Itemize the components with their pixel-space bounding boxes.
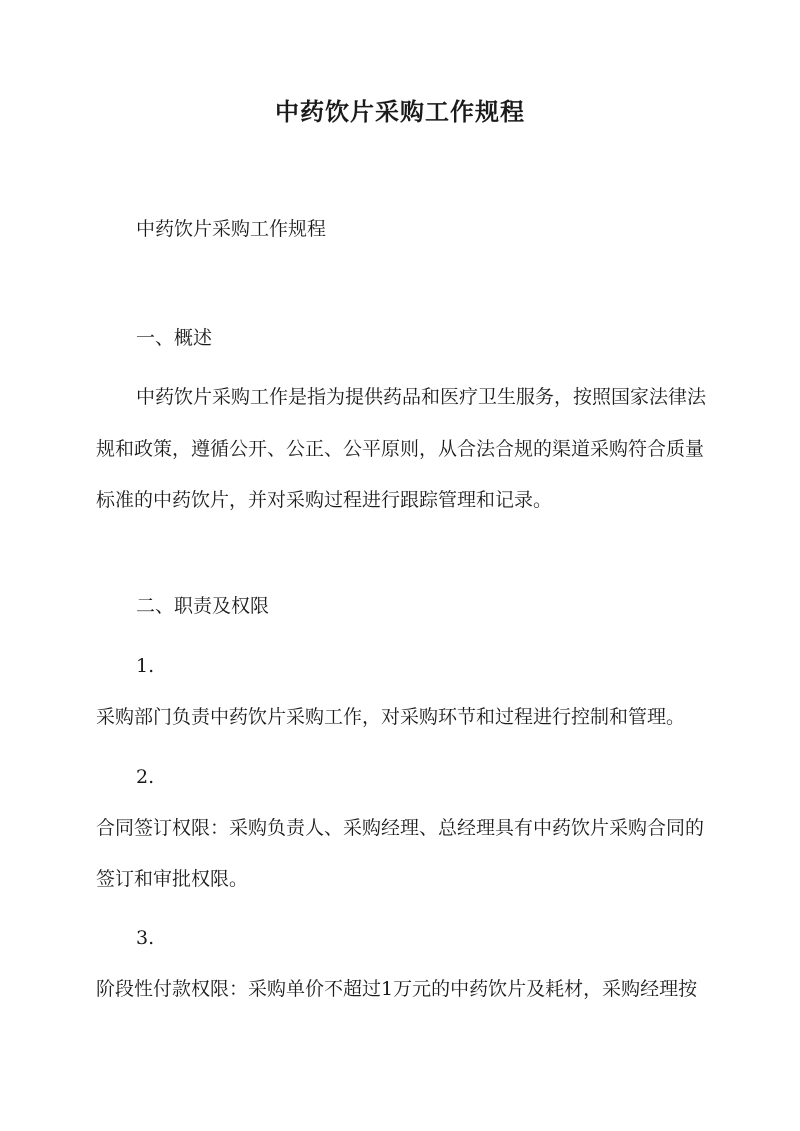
list-item-number: 3. (136, 927, 155, 949)
list-item-text: 签订和审批权限。 (96, 868, 249, 890)
document-subtitle: 中药饮片采购工作规程 (136, 218, 327, 240)
document-title: 中药饮片采购工作规程 (275, 97, 525, 126)
section-heading-responsibilities: 二、职责及权限 (136, 595, 270, 617)
paragraph-line: 中药饮片采购工作是指为提供药品和医疗卫生服务，按照国家法律法 (136, 386, 707, 408)
list-item-number: 1. (136, 655, 155, 677)
list-item-number: 2. (136, 766, 155, 788)
list-item-text: 阶段性付款权限：采购单价不超过1万元的中药饮片及耗材，采购经理按 (96, 978, 698, 1000)
section-heading-overview: 一、概述 (136, 327, 213, 349)
list-item-text: 采购部门负责中药饮片采购工作，对采购环节和过程进行控制和管理。 (96, 706, 686, 728)
paragraph-line: 规和政策，遵循公开、公正、公平原则，从合法合规的渠道采购符合质量 (96, 438, 705, 460)
list-item-text: 合同签订权限：采购负责人、采购经理、总经理具有中药饮片采购合同的 (96, 817, 705, 839)
paragraph-line: 标准的中药饮片，并对采购过程进行跟踪管理和记录。 (96, 489, 553, 511)
